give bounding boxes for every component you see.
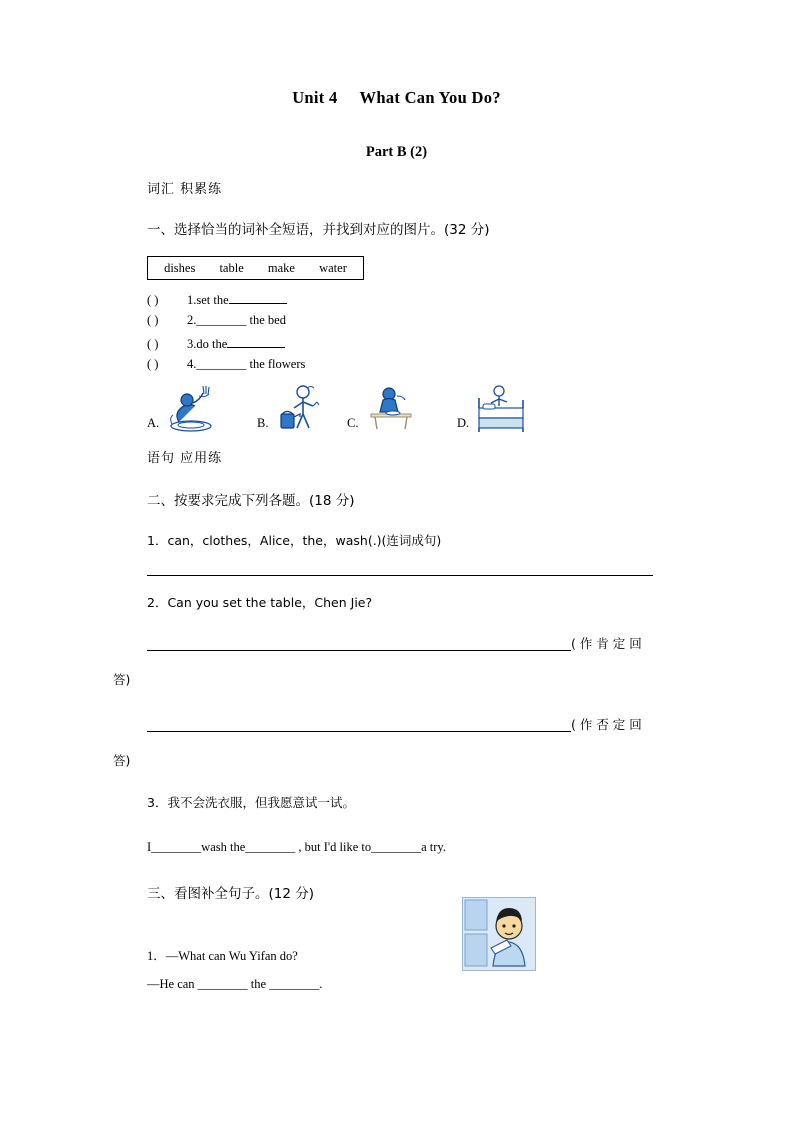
q1-item-1-text: 1.set the [187,293,229,307]
q1-picture-option-c[interactable] [347,372,457,434]
word-bank [147,256,364,280]
q2-item-2-negative-rule[interactable] [147,731,571,732]
boy-watering-flowers-icon [273,382,329,434]
q1-item-4-paren: ( ) [147,357,159,371]
q3-item-1-answer[interactable]: —He can ________ the ________. [147,977,323,991]
q1-picture-option-d[interactable] [457,372,567,434]
question-1-heading: 一、选择恰当的词补全短语，并找到对应的图片。(32 分) [147,222,490,238]
q1-item-1-blank [229,291,287,304]
q1-item-3 [147,335,285,352]
q1-item-1 [147,291,287,308]
q1-item-1-paren: ( ) [147,293,159,307]
boy-washing-dishes-icon [163,382,219,434]
unit-name: What Can You Do? [359,88,501,107]
q1-item-3-paren: ( ) [147,337,159,351]
question-3-heading: 三、看图补全句子。(12 分) [147,886,315,902]
q1-item-2 [147,313,286,328]
section-label-vocabulary: 词汇 积累练 [147,182,223,197]
q1-item-4-text: 4.________ the flowers [187,357,306,371]
q2-item-3-chinese: 3．我不会洗衣服，但我愿意试一试。 [147,795,355,810]
question-2-heading: 二、按要求完成下列各题。(18 分) [147,493,355,509]
q2-item-2: 2．Can you set the table，Chen Jie? [147,595,373,610]
part-title: Part B (2) [365,144,428,160]
q2-item-1: 1．can，clothes，Alice，the，wash(.)(连词成句) [147,533,442,548]
q1-picture-c-label: C. [347,416,359,430]
boy-setting-table-icon [363,382,419,434]
q2-item-2-affirmative-rule[interactable] [147,650,571,651]
q2-negative-note: ( 作 否 定 回 [571,717,642,732]
unit-number: Unit 4 [292,88,338,107]
q1-item-3-blank [227,335,285,348]
q1-picture-b-label: B. [257,416,269,430]
q1-item-2-text: 2.________ the bed [187,313,286,327]
q3-item-1-question: 1．—What can Wu Yifan do? [147,949,298,963]
word-bank-item-3: make [267,260,295,275]
q2-affirmative-note: ( 作 肯 定 回 [571,636,642,651]
word-bank-item-2: table [219,260,244,275]
word-bank-item-4: water [319,260,347,275]
q1-item-4 [147,357,305,372]
q1-picture-a-label: A. [147,416,160,430]
q2-negative-answer-word: 答) [113,753,131,768]
section-label-sentences: 语句 应用练 [147,451,223,466]
q1-picture-row [147,372,667,434]
q2-affirmative-answer-word: 答) [113,672,131,687]
q1-picture-d-label: D. [457,416,470,430]
q2-item-3-english[interactable]: I________wash the________ , but I'd like to________a try. [147,840,446,854]
boy-reading-picture [462,897,536,971]
word-bank-item-1: dishes [164,260,196,275]
page-title [0,88,793,108]
q1-item-2-paren: ( ) [147,313,159,327]
q1-item-3-text: 3.do the [187,337,228,351]
boy-making-bed-icon [473,382,529,434]
q1-picture-option-a[interactable] [147,372,257,434]
q2-item-1-answer-rule[interactable] [147,575,653,576]
